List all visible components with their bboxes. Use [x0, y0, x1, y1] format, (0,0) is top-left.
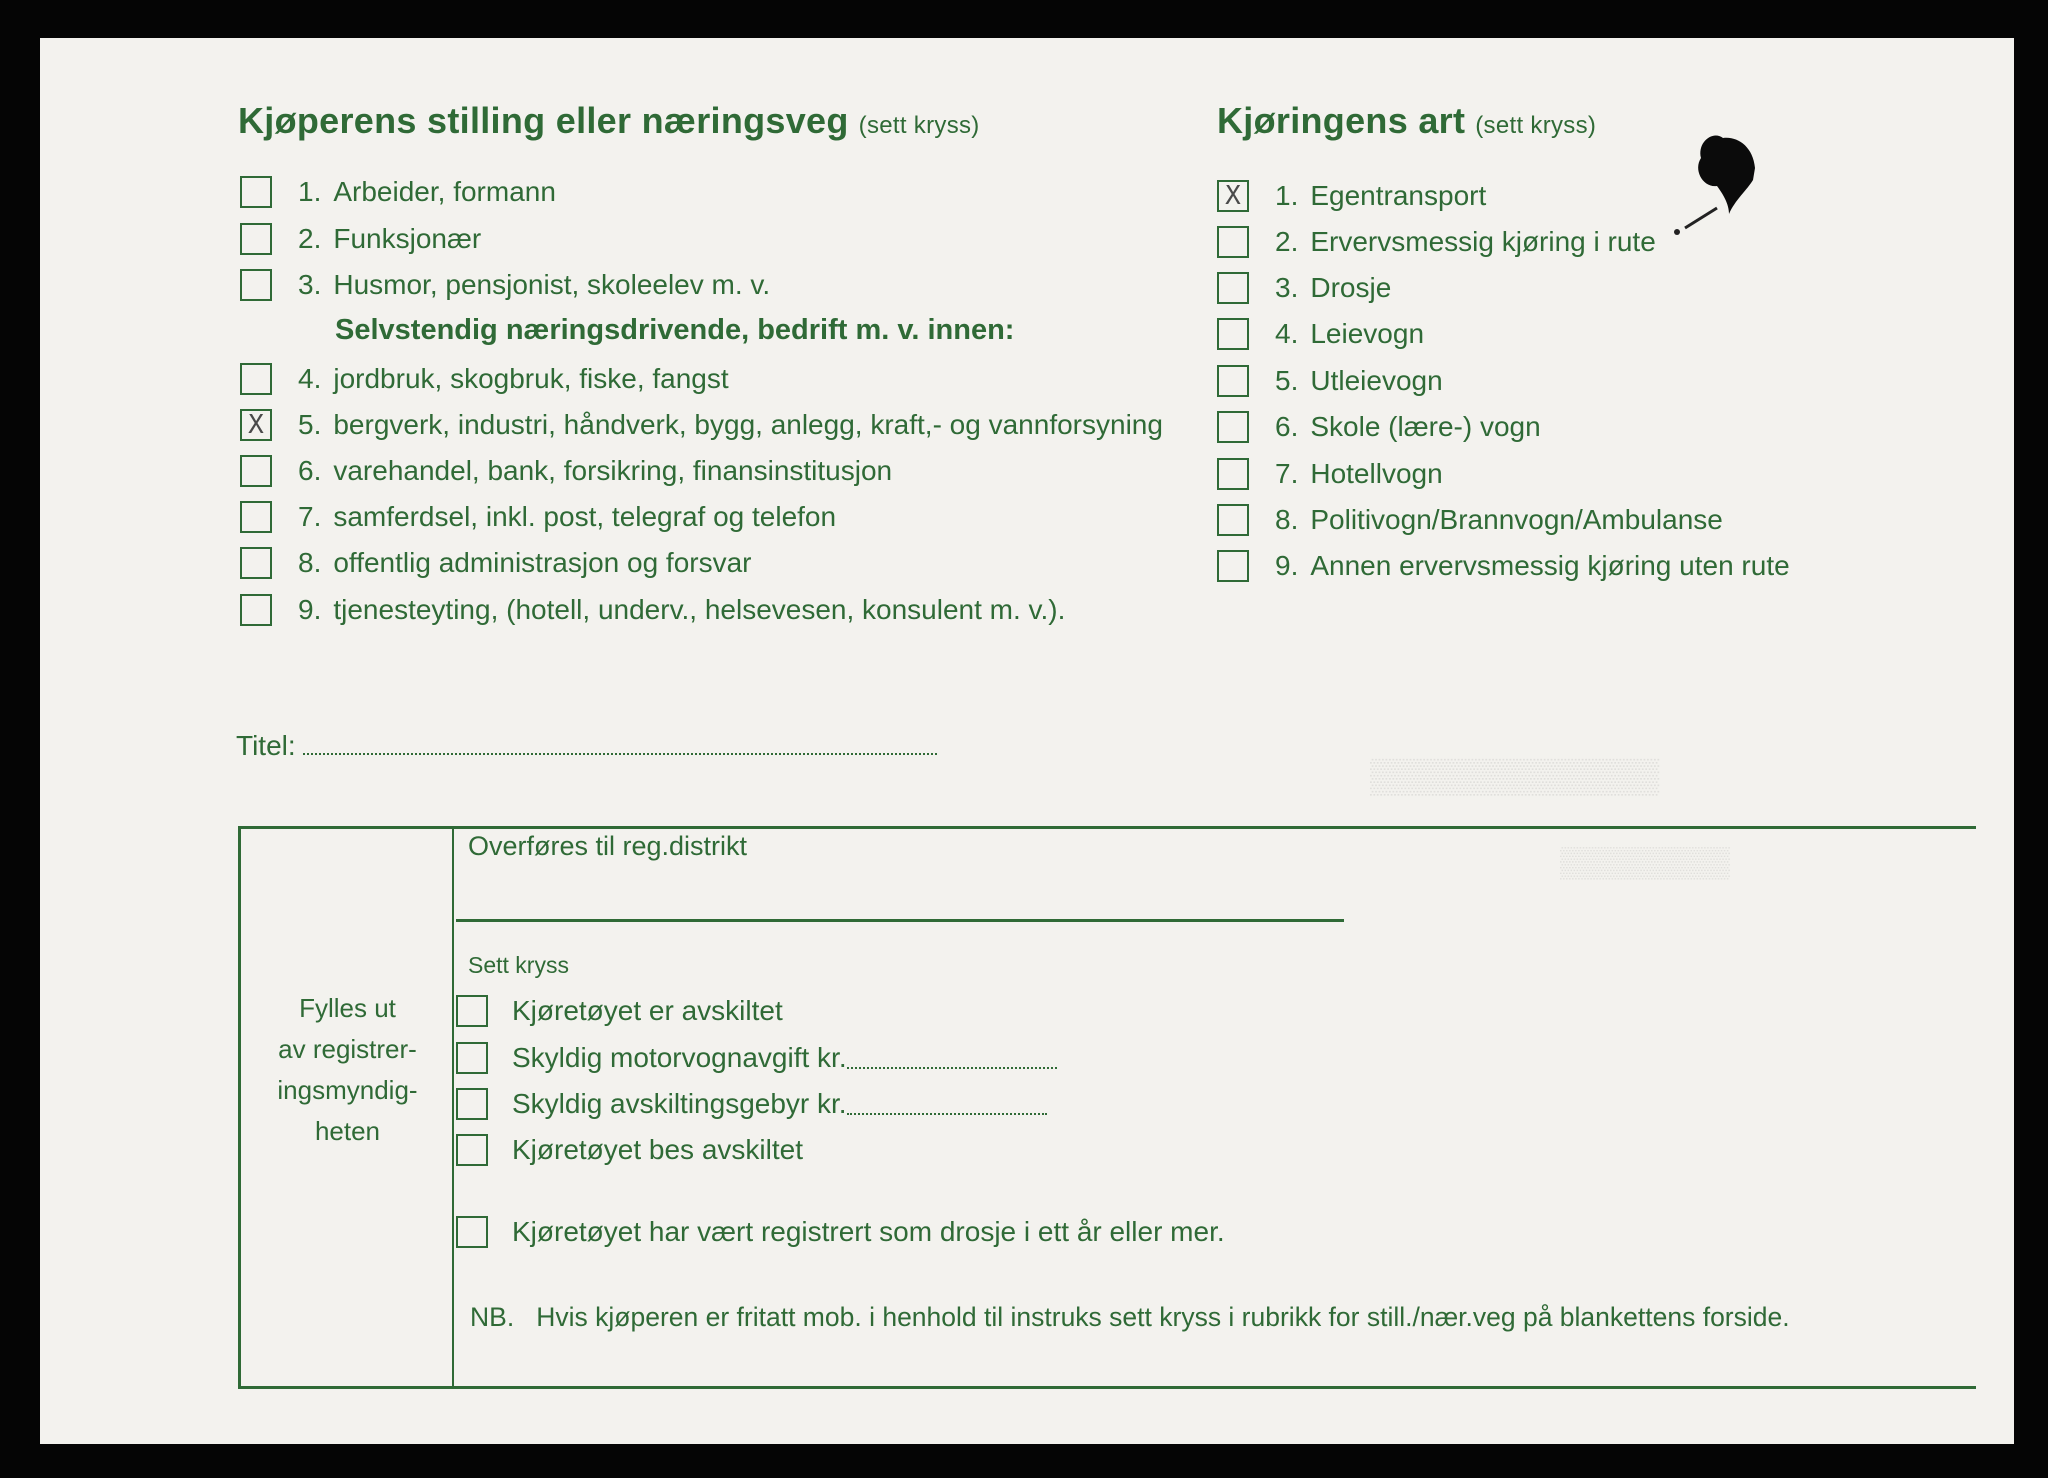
left-section-hint: (sett kryss): [858, 112, 980, 139]
item-number: 6.: [1275, 411, 1299, 442]
transfer-district-line[interactable]: [456, 919, 1344, 922]
item-number: 8.: [1275, 504, 1299, 535]
left-item-3[interactable]: [240, 265, 770, 305]
checkbox[interactable]: [240, 455, 272, 487]
registry-box-left: [238, 826, 241, 1389]
item-label: bergverk, industri, håndverk, bygg, anlegg, kraft,- og vannforsyning: [333, 409, 1163, 440]
right-item-6[interactable]: [1217, 407, 1541, 447]
checkbox[interactable]: [1217, 458, 1249, 490]
item-label: Utleievogn: [1310, 365, 1443, 396]
checkbox[interactable]: [240, 363, 272, 395]
checkbox[interactable]: [1217, 365, 1249, 397]
left-item-4[interactable]: [240, 359, 729, 399]
item-label: Leievogn: [1310, 318, 1425, 349]
checkbox[interactable]: [456, 1088, 488, 1120]
bleed-through: ▒▒▒▒▒▒▒▒: [1560, 846, 1731, 879]
right-item-4[interactable]: [1217, 314, 1424, 354]
registry-check-2[interactable]: [456, 1038, 1057, 1078]
item-label: varehandel, bank, forsikring, finansinstitusjon: [333, 455, 893, 486]
item-label: Arbeider, formann: [333, 176, 556, 207]
transfer-label: Overføres til reg.distrikt: [468, 831, 748, 861]
registry-box-divider: [452, 826, 454, 1386]
side-label-line: ingsmyndig-: [277, 1075, 418, 1105]
registry-check-4[interactable]: [456, 1130, 803, 1170]
titel-label: Titel:: [236, 730, 296, 761]
item-number: 5.: [1275, 365, 1299, 396]
item-label: tjenesteyting, (hotell, underv., helsevesen, konsulent m. v.).: [333, 594, 1066, 625]
item-label: Husmor, pensjonist, skoleelev m. v.: [333, 269, 771, 300]
registry-check-3[interactable]: [456, 1084, 1047, 1124]
registry-box-bottom: [238, 1386, 1976, 1389]
item-number: 1.: [298, 176, 322, 207]
item-number: 5.: [298, 409, 322, 440]
item-number: 7.: [1275, 458, 1299, 489]
nb-note: NB. Hvis kjøperen er fritatt mob. i henhold til instruks sett kryss i rubrikk for still./nær.veg på blankettens forside.: [470, 1302, 1790, 1332]
checkbox[interactable]: [456, 995, 488, 1027]
right-item-3[interactable]: [1217, 268, 1391, 308]
item-number: 4.: [298, 363, 322, 394]
item-number: 7.: [298, 501, 322, 532]
item-label: samferdsel, inkl. post, telegraf og telefon: [333, 501, 837, 532]
side-label-line: Fylles ut: [299, 993, 396, 1023]
checkbox[interactable]: [240, 547, 272, 579]
check-label: Skyldig motorvognavgift kr.: [512, 1042, 847, 1073]
check-label: Kjøretøyet er avskiltet: [512, 995, 783, 1026]
checkbox[interactable]: X: [1217, 180, 1249, 212]
item-label: Drosje: [1310, 272, 1392, 303]
right-item-5[interactable]: [1217, 361, 1443, 401]
checkbox[interactable]: [240, 176, 272, 208]
item-number: 3.: [1275, 272, 1299, 303]
right-section-title: Kjøringens art (sett kryss): [1217, 100, 1597, 141]
left-item-8[interactable]: [240, 543, 752, 583]
checkbox[interactable]: [456, 1216, 488, 1248]
side-label-line: heten: [314, 1116, 381, 1146]
left-item-2[interactable]: [240, 219, 481, 259]
item-label: Hotellvogn: [1310, 458, 1443, 489]
checkbox[interactable]: [240, 223, 272, 255]
item-label: Funksjonær: [333, 223, 482, 254]
left-item-9[interactable]: [240, 590, 1065, 630]
right-section-hint: (sett kryss): [1475, 112, 1597, 139]
item-label: Egentransport: [1310, 180, 1487, 211]
item-label: jordbruk, skogbruk, fiske, fangst: [333, 363, 729, 394]
checkbox[interactable]: [1217, 226, 1249, 258]
left-section-title: Kjøperens stilling eller næringsveg (sett kryss): [238, 100, 980, 141]
right-item-7[interactable]: [1217, 454, 1443, 494]
checkbox[interactable]: [240, 501, 272, 533]
item-number: 9.: [298, 594, 322, 625]
item-label: Politivogn/Brannvogn/Ambulanse: [1310, 504, 1723, 535]
item-label: Annen ervervsmessig kjøring uten rute: [1310, 550, 1790, 581]
checkbox[interactable]: [1217, 504, 1249, 536]
right-item-1[interactable]: [1217, 176, 1486, 216]
bleed-through: ▒▒▒▒▒▒▒▒▒▒▒▒: [1370, 758, 1660, 795]
item-number: 1.: [1275, 180, 1299, 211]
item-number: 9.: [1275, 550, 1299, 581]
right-item-8[interactable]: [1217, 500, 1723, 540]
self-employed-subheading: Selvstendig næringsdrivende, bedrift m. v. innen:: [335, 314, 1015, 346]
check-hint: Sett kryss: [468, 952, 569, 978]
checkbox[interactable]: [1217, 272, 1249, 304]
amount-dotted-line[interactable]: [847, 1093, 1047, 1115]
item-number: 4.: [1275, 318, 1299, 349]
left-item-5[interactable]: [240, 405, 1163, 445]
registry-check-1[interactable]: [456, 991, 783, 1031]
item-number: 2.: [298, 223, 322, 254]
item-number: 8.: [298, 547, 322, 578]
item-number: 6.: [298, 455, 322, 486]
left-item-7[interactable]: [240, 497, 836, 537]
titel-dotted-line[interactable]: [303, 733, 937, 755]
item-number: 2.: [1275, 226, 1299, 257]
registry-side-label: [245, 988, 450, 1152]
checkbox[interactable]: [456, 1134, 488, 1166]
checkbox[interactable]: X: [240, 409, 272, 441]
right-item-9[interactable]: [1217, 546, 1790, 586]
titel-field[interactable]: [236, 730, 937, 762]
item-number: 3.: [298, 269, 322, 300]
item-label: Skole (lære-) vogn: [1310, 411, 1541, 442]
item-label: Ervervsmessig kjøring i rute: [1310, 226, 1656, 257]
item-label: offentlig administrasjon og forsvar: [333, 547, 752, 578]
checkbox[interactable]: [1217, 550, 1249, 582]
registry-box-top: [238, 826, 1976, 829]
right-item-2[interactable]: [1217, 222, 1656, 262]
registry-check-5[interactable]: [456, 1212, 1225, 1252]
checkbox[interactable]: [1217, 318, 1249, 350]
checkbox[interactable]: [1217, 411, 1249, 443]
checkbox[interactable]: [240, 594, 272, 626]
checkbox[interactable]: [456, 1042, 488, 1074]
amount-dotted-line[interactable]: [847, 1047, 1057, 1069]
check-label: Kjøretøyet har vært registrert som drosje i ett år eller mer.: [512, 1216, 1225, 1247]
check-label: Skyldig avskiltingsgebyr kr.: [512, 1088, 847, 1119]
left-item-6[interactable]: [240, 451, 892, 491]
left-item-1[interactable]: [240, 172, 556, 212]
side-label-line: av registrer-: [278, 1034, 417, 1064]
form-card: [40, 38, 2014, 1444]
check-label: Kjøretøyet bes avskiltet: [512, 1134, 803, 1165]
checkbox[interactable]: [240, 269, 272, 301]
